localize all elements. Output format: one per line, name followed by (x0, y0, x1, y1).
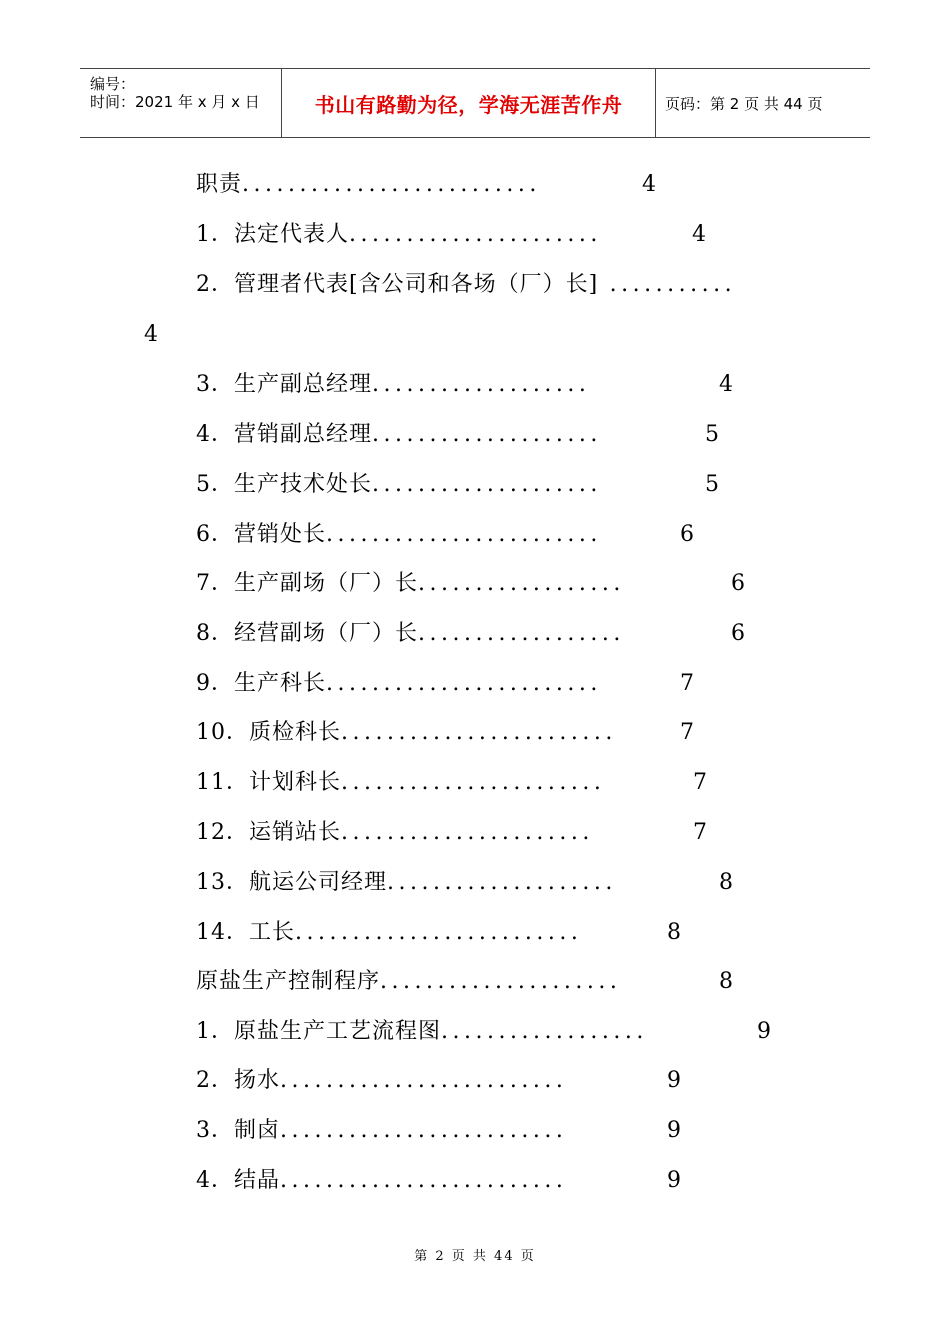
header-page-cell (655, 69, 870, 137)
toc-leader-dots: ................... (372, 372, 591, 397)
toc-entry-title: 1．法定代表人 (196, 222, 349, 247)
toc-page-number: 9 (667, 1168, 681, 1193)
toc-entry-title: 3．生产副总经理 (196, 372, 372, 397)
toc-entry (196, 1116, 567, 1146)
page-footer: 第 2 页 共 44 页 (414, 1249, 536, 1264)
toc-leader-dots: ......................... (280, 1118, 568, 1143)
toc-leader-dots: ........... (598, 272, 737, 297)
number-label: 编号： (90, 75, 136, 93)
time-label: 时间：2021 年 x 月 x 日 (90, 93, 260, 111)
toc-page-number: 7 (693, 820, 707, 845)
toc-leader-dots: .......................... (242, 172, 541, 197)
toc-leader-dots: ...................... (341, 820, 594, 845)
toc-entry-title: 2．管理者代表[含公司和各场（厂）长] (196, 272, 599, 297)
toc-leader-dots: ....................... (341, 770, 606, 795)
toc-page-number: 4 (692, 222, 706, 247)
toc-page-number: 8 (719, 969, 733, 994)
toc-page-number: 9 (757, 1019, 771, 1044)
toc-page-number: 7 (693, 770, 707, 795)
toc-leader-dots: .................. (418, 621, 625, 646)
toc-leader-dots: ...................... (349, 222, 602, 247)
toc-entry (196, 967, 621, 997)
toc-page-number: 6 (680, 522, 694, 547)
toc-entry-title: 6．营销处长 (196, 522, 326, 547)
toc-entry (196, 470, 602, 500)
page-header (80, 68, 870, 138)
toc-page-number: 6 (731, 621, 745, 646)
toc-page-number: 7 (680, 671, 694, 696)
toc-page-number: 6 (731, 571, 745, 596)
toc-entry (196, 1017, 648, 1047)
toc-leader-dots: ......................... (295, 920, 583, 945)
toc-entry-title: 2．扬水 (196, 1068, 280, 1093)
motto: 书山有路勤为径，学海无涯苦作舟 (314, 92, 623, 117)
toc-entry-title: 5．生产技术处长 (196, 472, 372, 497)
toc-leader-dots: ......................... (280, 1068, 568, 1093)
toc-entry-title: 11．计划科长 (196, 770, 341, 795)
toc-entry-title: 12．运销站长 (196, 820, 341, 845)
toc-leader-dots: ..................... (380, 969, 622, 994)
toc-entry-title: 8．经营副场（厂）长 (196, 621, 418, 646)
toc-entry (196, 669, 602, 699)
toc-page-number: 4 (144, 322, 158, 347)
toc-leader-dots: .................. (441, 1019, 648, 1044)
header-motto-cell (281, 69, 656, 137)
toc-page-number: 9 (667, 1118, 681, 1143)
toc-leader-dots: ........................ (326, 522, 602, 547)
toc-entry (196, 220, 602, 250)
toc-page-number: 8 (719, 870, 733, 895)
toc-leader-dots: .................... (387, 870, 617, 895)
toc-entry-title: 1．原盐生产工艺流程图 (196, 1019, 441, 1044)
toc-page-number: 9 (667, 1068, 681, 1093)
toc-entry (196, 1166, 567, 1196)
toc-leader-dots: .................. (418, 571, 625, 596)
toc-entry (196, 718, 617, 748)
toc-entry (196, 619, 625, 649)
toc-entry (196, 520, 602, 550)
toc-entry (196, 170, 541, 200)
toc-entry-title: 10．质检科长 (196, 720, 341, 745)
toc-entry-title: 14．工长 (196, 920, 295, 945)
toc-page-number: 5 (705, 422, 719, 447)
toc-entry (196, 768, 605, 798)
toc-entry (196, 569, 625, 599)
toc-entry-title: 职责 (196, 172, 243, 197)
toc-leader-dots: .................... (372, 422, 602, 447)
toc-entry (196, 918, 582, 948)
toc-page-number: 8 (667, 920, 681, 945)
toc-entry-title: 9．生产科长 (196, 671, 326, 696)
toc-entry-title: 4．营销副总经理 (196, 422, 372, 447)
toc-page-number: 5 (705, 472, 719, 497)
toc-leader-dots: .................... (372, 472, 602, 497)
toc-leader-dots: ......................... (280, 1168, 568, 1193)
toc-entry-title: 3．制卤 (196, 1118, 280, 1143)
toc-page-number: 4 (719, 372, 733, 397)
toc-page-number: 4 (642, 172, 656, 197)
page-info: 页码：第 2 页 共 44 页 (665, 94, 823, 113)
toc-entry-title: 原盐生产控制程序 (196, 969, 381, 994)
toc-leader-dots: ........................ (341, 720, 617, 745)
header-meta (80, 69, 281, 137)
toc-entry-title: 4．结晶 (196, 1168, 280, 1193)
toc-leader-dots: ........................ (326, 671, 602, 696)
toc-entry-title: 7．生产副场（厂）长 (196, 571, 418, 596)
toc-entry (196, 370, 590, 400)
toc-entry-title: 13．航运公司经理 (196, 870, 387, 895)
toc-entry (196, 1066, 567, 1096)
toc-entry (196, 270, 736, 300)
toc-entry (196, 818, 594, 848)
toc-entry (196, 420, 602, 450)
toc-page-number: 7 (680, 720, 694, 745)
toc-entry (196, 868, 617, 898)
